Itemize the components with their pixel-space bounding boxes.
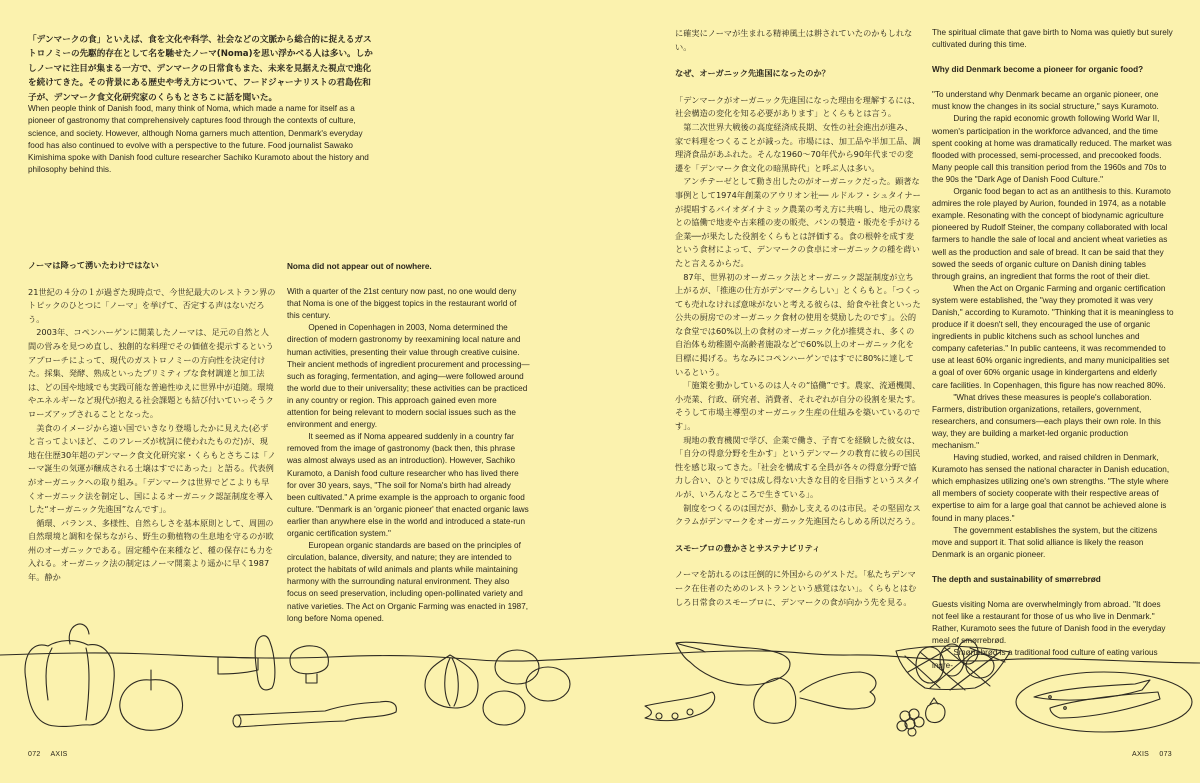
paragraph: Guests visiting Noma are overwhelmingly from abroad. "It does not feel like a restaurant for those of us who live in Denmark." Rather, Kuramoto sees the future of Danish food in the everyday meal of smørrebrød.: [932, 600, 1166, 646]
paragraph: 現地の教育機関で学び、企業で働き、子育てを経験した彼女は、「自分の得意分野を生かす」というデンマークの教育に彼らの国民性を感じ取ってきた。「社会を構成する全員が各々の得意分野で協力し合い、ひとりでは成し得ない大きな目的を目指すというスタイルが、いろんなところで生きている」。: [675, 434, 921, 499]
paragraph: 美食のイメージから遠い国でいきなり登場したかに見えた(必ずと言ってよいほど、このフレーズが枕詞に使われたものだ)が、現地在住歴30年超のデンマーク食文化研究家・くらもとさちこは「ノーマ誕生の気運が醸成される土壌はすでにあった」と語る。代表例がオーガニックへの取り組み。「デンマークは世界でどこよりも早くオーガニック法を制定し、国によるオーガニック認証制度を導入した“オーガニック先進国”なんです」。: [28, 422, 276, 515]
section-heading: スモーブロの豊かさとサステナビリティ: [675, 542, 821, 553]
paragraph: European organic standards are based on the principles of circulation, balance, diversity, and nature; they are intended to protect the habitats of wild animals and plants while maintaining harmony with the surrounding natural environment. They also focus on seed preservation, including open-pollinated variety and native varieties. The Act on Organic Farming was enacted in 1987, long before Noma opened.: [287, 541, 529, 623]
apple-icon: [120, 670, 183, 730]
section-heading: Why did Denmark become a pioneer for organic food?: [932, 65, 1144, 75]
paragraph: 2003年、コペンハーゲンに開業したノーマは、足元の自然と人間の営みを見つめ直し、独創的な料理でその価値を提示するというアプローチによって、現代のガストロノミーの方向性を決定付けた。採集、発酵、熟成といったプリミティブな食材調達と加工法は、どの国や地域でも実践可能な普遍性ゆえに世界中が追随。環境やエネルギーなど現代が抱える社会課題とも結び付いていっそうクローズアップされることとなった。: [28, 327, 274, 419]
bell-pepper-icon: [25, 624, 114, 727]
table-line: [0, 651, 1200, 663]
paragraph: に確実にノーマが生まれる精神風土は耕されていたのかもしれない。: [675, 28, 913, 52]
section-heading: The depth and sustainability of smørrebrød: [932, 574, 1101, 584]
magazine-name: AXIS: [50, 751, 68, 758]
paragraph: Smørrebrød is a traditional food culture of eating various ingre-: [932, 648, 1158, 670]
paragraph: 制度をつくるのは国だが、動かし支えるのは市民。その堅固なスクラムがデンマークをオーガニック先進国たらしめる所以だろう。: [675, 502, 921, 527]
page-number: 073: [1159, 751, 1172, 758]
paragraph: アンチテーゼとして動き出したのがオーガニックだった。顕著な事例として1974年創業のアウリオン社── ルドルフ・シュタイナーが提唱するバイオダイナミック農業の考え方に共鳴し、地元の農家との協働で地麦や古来種の麦の販売、パンの製造・販売を手がける企業──が果たした役割をくらもとは評価する。食の根幹を成す麦という食材によって、デンマークの食卓にオーガニックの種を蒔いたと言えるからだ。: [675, 176, 921, 268]
paragraph: Organic food began to act as an antithesis to this. Kuramoto admires the role played by Aurion, founded in 1974, as a notable example. Resonating with the concept of biodynamic agriculture pioneered by Rudolf Steiner, the company collaborated with local farmers to handle the sale of local and ancient wheat varieties as well as the production and sale of bread. It can be said that they sowed the seeds of organic culture on Danish dining tables through grains, an ingredient that forms the root of their diet.: [932, 187, 1171, 281]
basket-of-eggs-icon: [896, 640, 1010, 690]
garlic-icon: [425, 655, 478, 708]
section-heading: Noma did not appear out of nowhere.: [287, 262, 432, 271]
column-2-english: [287, 261, 530, 625]
paragraph: "To understand why Denmark became an organic pioneer, one must know the changes in its social structure," says Kuramoto.: [932, 90, 1159, 112]
paragraph: With a quarter of the 21st century now past, no one would deny that Noma is one of the biggest topics in the restaurant world of this century.: [287, 287, 517, 321]
paragraph: The government establishes the system, but the citizens move and support it. That solid alliance is likely the reason Denmark is an organic pioneer.: [932, 525, 1158, 559]
paragraph: 87年、世界初のオーガニック法とオーガニック認証制度が立ち上がるが、「推進の仕方がデンマークらしい」とくらもと。「つくっても売れなければ意味がないと考える彼らは、給食や社食といった公共の厨房でのオーガニック食材の使用を奨励したのです」。公的な食堂では60%以上の食材のオーガニック化が推奨され、多くの自治体も幼稚園や高齢者施設などで60%以上のオーガニック化を目標に掲げる。ちなみにコペンハーゲンではすでに80%に達しているという。: [675, 271, 921, 377]
folio-left: [28, 751, 76, 758]
folio-right: [1132, 751, 1172, 758]
paragraph: Opened in Copenhagen in 2003, Noma determined the direction of modern gastronomy by reexamining local nature and human activities, presenting their value through creative cuisine. Their ancient methods of ingredient procurement and processing—such as foraging, fermentation, and aging—were followed around the world due to their universality; these activities can be practiced in any country or region. This approach gained even more attention for being relevant to modern social issues such as the environment and energy.: [287, 323, 530, 430]
column-4-english: [932, 27, 1174, 672]
section-heading: ノーマは降って湧いたわけではない: [28, 260, 159, 270]
asparagus-icon: [233, 701, 396, 727]
paragraph: 21世紀の４分の１が過ぎた現時点で、今世紀最大のレストラン界のトピックのひとつに「ノーマ」を挙げて、否定する声はないだろう。: [28, 286, 276, 324]
paragraph: During the rapid economic growth following World War II, women's participation in the workforce advanced, and the time spent cooking at home was dramatically reduced. The market was flooded with processed, semi-processed, and precooked foods. Many people call this transition period from the 1960s and 70s to the 90s the "Dark Age of Danish Food Culture.": [932, 114, 1172, 184]
paragraph: Having studied, worked, and raised children in Denmark, Kuramoto has sensed the national character in Danish education, which emphasizes utilizing one's own strengths. "The style where all members of society cooperate with their respective areas of expertise to aim for a large goal that cannot be achieved alone is found in many places.": [932, 453, 1170, 523]
column-3-japanese: [675, 27, 921, 609]
paragraph: The spiritual climate that gave birth to Noma was quietly but surely cultivated during this time.: [932, 28, 1173, 50]
paragraph: "What drives these measures is people's collaboration. Farmers, distribution organizations, retailers, government, researchers, and consumers—each plays their own role. In this way, they are building a market-led organic production mechanism.": [932, 392, 1161, 450]
mushroom-icon: [290, 646, 328, 683]
berries-icon: [897, 698, 945, 736]
lead-english: When people think of Danish food, many think of Noma, which made a name for itself as a pioneer of gastronomy that comprehensively captures food through the contexts of culture, science, and society. However, although Noma garners much attention, Denmark's everyday food has also continued to evolve with a perspective to the future. Food journalist Sawako Kimishima spoke with Danish food culture researcher Sachiko Kuramoto about the history and philosophy behind this.: [28, 104, 369, 175]
magazine-name: AXIS: [1132, 751, 1150, 758]
section-heading: なぜ、オーガニック先進国になったのか？: [675, 68, 830, 79]
paragraph: It seemed as if Noma appeared suddenly in a country far removed from the image of gastronomy (back then, this phrase was almost always used as an introduction). However, Sachiko Kuramoto, a Danish food culture researcher who has lived there for over 30 years, says, "The soil for Noma's birth had already been cultivated." A prime example is the approach to organic food culture. "Denmark is an 'organic pioneer' that enacted organic laws earlier than anywhere else in the world and introduced a state-run organic certification system.": [287, 432, 529, 538]
paragraph: When the Act on Organic Farming and organic certification system were established, the "way they promoted it was very Danish," according to Kuramoto. "Thinking that it is meaningless to produce if it doesn't sell, they encouraged the use of organic ingredients in public kitchens such as school lunches and company cafeterias." In public canteens, it was recommended to use at least 60% organic ingredients, and many municipalities set a goal of over 60% organic usage in kindergartens and elderly care facilities. In Copenhagen, this figure has now reached 80%.: [932, 283, 1174, 390]
lead-japanese: 「デンマークの食」といえば、食を文化や科学、社会などの文脈から総合的に捉えるガストロノミーの先駆的存在として名を馳せたノーマ(Noma)を思い浮かべる人は多い。しかしノーマに注目が集まる一方で、デンマークの日常食もまた、未来を見据えた視点で進化を続けてきた。その背景にある歴史や考え方について、フードジャーナリストの君島佐和子が、デンマーク食文化研究家のくらもとさちこに話を聞いた。: [28, 34, 373, 103]
fish-on-plate-icon: [1016, 672, 1192, 732]
paragraph: 第二次世界大戦後の高度経済成長期、女性の社会進出が進み、家で料理をつくることが減った。市場には、加工品や半加工品、調理済食品があふれた。そんな1960〜70年代から90年代までの変遷を「デンマーク食文化の暗黒時代」と呼ぶ人は多い。: [675, 121, 921, 173]
vegetable-line-illustration: [0, 600, 1200, 750]
lettuce-icon: [800, 672, 876, 709]
paragraph: 「デンマークがオーガニック先進国になった理由を理解するには、社会構造の変化を知る必要があります」とくらもとは言う。: [675, 94, 920, 119]
mushroom-icon: [218, 636, 275, 690]
page-number: 072: [28, 751, 41, 758]
paragraph: 循環、バランス、多様性、自然らしさを基本原則として、周囲の自然環境と調和を保ちながら、野生の動植物の生息地を守るのが欧州のオーガニックである。固定種や在来種など、種の保存にも力を入れる。オーガニック法の制定はノーマ開業より遥かに早く1987年。静か: [28, 517, 274, 583]
paragraph: 「施策を動かしているのは人々の“協働”です。農家、流通機関、小売業、行政、研究者、消費者、それぞれが自分の役割を果たす。そうして市場主導型のオーガニック生産の仕組みを築いているのです」。: [675, 380, 921, 432]
pea-pod-icon: [645, 692, 715, 721]
illustration-svg: [0, 600, 1200, 750]
paragraph: ノーマを訪れるのは圧倒的に外国からのゲストだ。「私たちデンマーク在住者のためのレストランという感覚はない」。くらもとはむしろ日常食のスモーブロに、デンマークの食が向かう先を見る。: [675, 569, 917, 607]
column-1-japanese: [28, 259, 276, 585]
